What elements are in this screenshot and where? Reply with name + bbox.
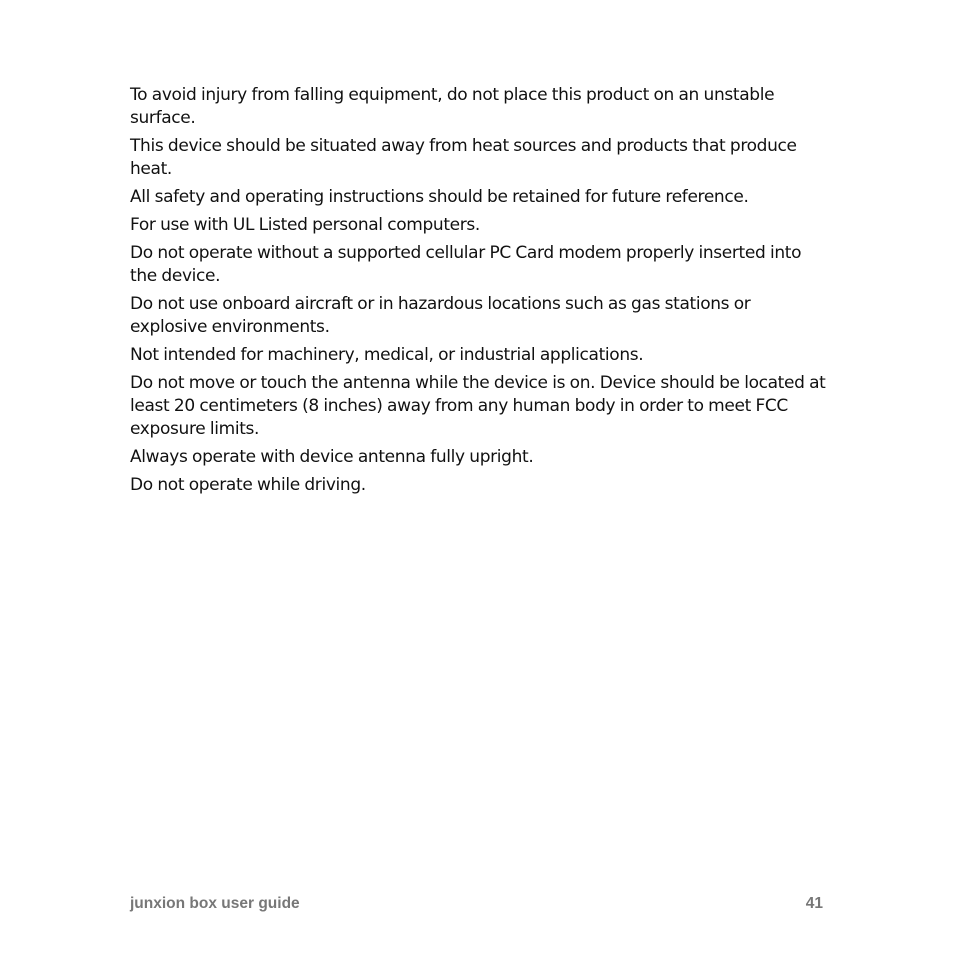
footer-document-title: junxion box user guide <box>130 895 300 912</box>
safety-paragraph: Do not use onboard aircraft or in hazardous locations such as gas stations or explosive environments. <box>130 294 751 337</box>
safety-paragraph: Do not operate without a supported cellular PC Card modem properly inserted into the device. <box>130 243 802 286</box>
safety-paragraph: All safety and operating instructions should be retained for future reference. <box>130 187 749 207</box>
safety-paragraph: This device should be situated away from heat sources and products that produce heat. <box>130 136 797 179</box>
safety-instructions <box>130 84 830 502</box>
safety-paragraph: Do not move or touch the antenna while the device is on. Device should be located at least 20 centimeters (8 inches) away from any human body in order to meet FCC exposure limits. <box>130 373 826 439</box>
safety-paragraph: Always operate with device antenna fully upright. <box>130 447 534 467</box>
safety-paragraph: To avoid injury from falling equipment, do not place this product on an unstable surface. <box>130 85 775 128</box>
footer-page-number: 41 <box>805 895 823 912</box>
safety-paragraph: Do not operate while driving. <box>130 475 366 495</box>
safety-paragraph: For use with UL Listed personal computers. <box>130 215 480 235</box>
safety-paragraph: Not intended for machinery, medical, or industrial applications. <box>130 345 644 365</box>
